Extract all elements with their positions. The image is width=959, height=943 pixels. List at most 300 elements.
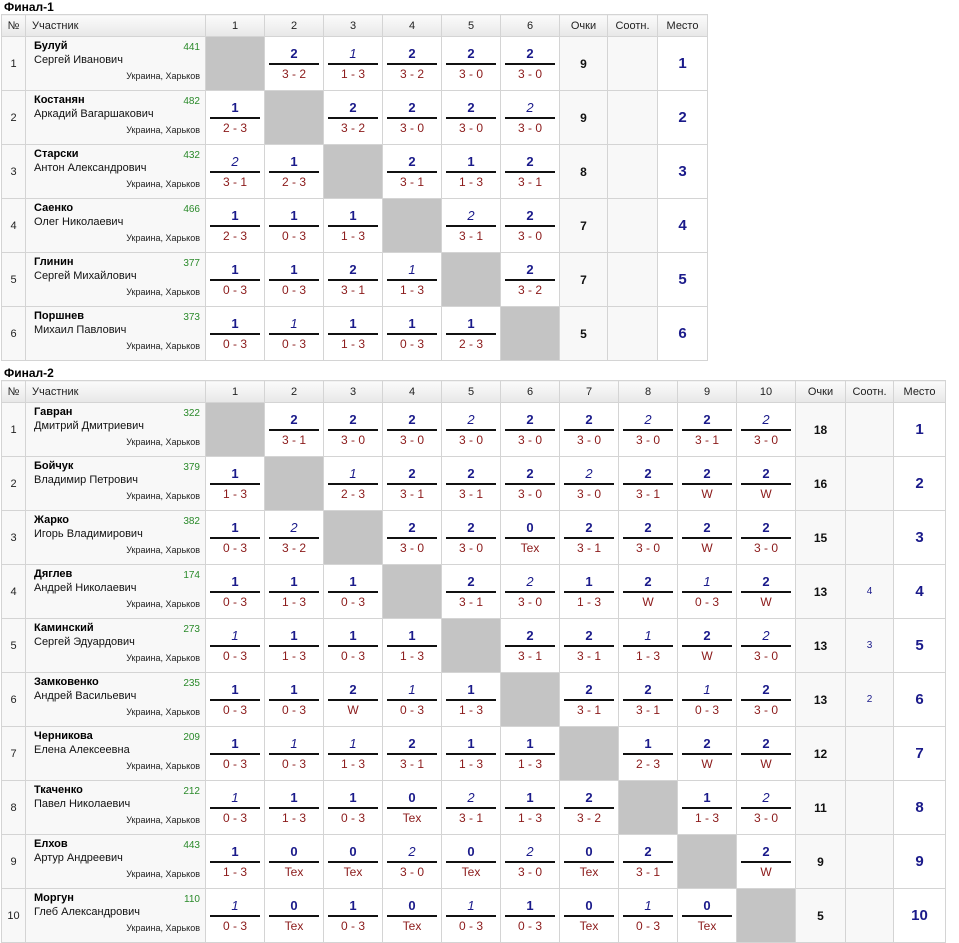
header-col-4: 4 [383, 15, 442, 37]
ratio-cell [846, 835, 894, 889]
score-divider [446, 807, 496, 809]
score-divider [741, 429, 791, 431]
game-sets: 2 - 3 [635, 756, 660, 771]
player-surname[interactable]: Саенко [34, 202, 74, 214]
diagonal-cell [560, 727, 619, 781]
player-cell[interactable] [26, 727, 206, 781]
player-rating: 482 [183, 96, 200, 107]
player-cell[interactable] [26, 457, 206, 511]
game-sets: Tex [579, 918, 599, 933]
game-score: 1 [290, 789, 298, 805]
game-score: 1 [231, 261, 239, 277]
game-score: 2 [644, 681, 652, 697]
player-surname[interactable]: Костанян [34, 94, 85, 106]
player-cell[interactable] [26, 673, 206, 727]
game-sets: 1 - 3 [222, 486, 247, 501]
player-city: Украина, Харьков [126, 761, 200, 771]
game-score: 2 [526, 45, 534, 61]
game-score: 2 [290, 519, 298, 535]
score-divider [210, 483, 260, 485]
game-score: 2 [585, 519, 593, 535]
game-score: 1 [467, 681, 475, 697]
player-cell[interactable] [26, 889, 206, 943]
game-sets: 1 - 3 [340, 756, 365, 771]
player-cell[interactable] [26, 91, 206, 145]
ratio-cell [608, 253, 658, 307]
score-divider [387, 645, 437, 647]
game-sets: 1 - 3 [281, 594, 306, 609]
game-sets: 3 - 2 [517, 282, 542, 297]
points-cell: 13 [796, 673, 846, 727]
place-cell: 3 [894, 511, 946, 565]
score-divider [269, 699, 319, 701]
game-sets: 0 - 3 [281, 282, 306, 297]
diagonal-cell [206, 403, 265, 457]
game-score: 1 [526, 789, 534, 805]
game-cell [265, 511, 324, 565]
final1-title: Финал-1 [4, 0, 54, 14]
game-score: 1 [703, 681, 711, 697]
score-divider [269, 915, 319, 917]
game-score: 2 [762, 519, 770, 535]
table-row [2, 727, 946, 781]
game-score: 2 [526, 261, 534, 277]
game-cell [501, 835, 560, 889]
game-sets: 0 - 3 [694, 594, 719, 609]
game-cell [265, 619, 324, 673]
score-divider [682, 537, 732, 539]
game-score: 1 [231, 573, 239, 589]
points-cell: 7 [560, 253, 608, 307]
diagonal-cell [442, 253, 501, 307]
score-divider [210, 537, 260, 539]
score-divider [741, 537, 791, 539]
game-score: 1 [644, 627, 652, 643]
score-divider [505, 117, 555, 119]
player-surname[interactable]: Глинин [34, 256, 74, 268]
game-sets: 3 - 0 [458, 432, 483, 447]
header-ratio: Соотн. [846, 381, 894, 403]
game-cell [383, 835, 442, 889]
player-name: Дмитрий Дмитриевич [34, 420, 144, 432]
game-sets: 1 - 3 [635, 648, 660, 663]
player-city: Украина, Харьков [126, 125, 200, 135]
score-divider [387, 483, 437, 485]
score-divider [446, 483, 496, 485]
score-divider [505, 645, 555, 647]
table-row [2, 781, 946, 835]
game-score: 2 [703, 735, 711, 751]
game-cell [737, 457, 796, 511]
game-sets: 3 - 0 [576, 432, 601, 447]
header-place: Место [894, 381, 946, 403]
game-cell [619, 457, 678, 511]
game-score: 2 [408, 735, 416, 751]
game-score: 0 [467, 843, 475, 859]
ratio-cell [608, 91, 658, 145]
header-col-2: 2 [265, 381, 324, 403]
score-divider [564, 807, 614, 809]
game-cell [678, 727, 737, 781]
points-cell: 7 [560, 199, 608, 253]
points-cell: 5 [560, 307, 608, 361]
game-cell [206, 307, 265, 361]
row-number: 1 [2, 403, 26, 457]
player-surname[interactable]: Поршнев [34, 310, 85, 322]
game-score: 1 [231, 735, 239, 751]
score-divider [210, 117, 260, 119]
game-score: 2 [467, 411, 475, 427]
game-score: 1 [231, 207, 239, 223]
table-row [2, 403, 946, 457]
ratio-cell [846, 511, 894, 565]
game-sets: 0 - 3 [399, 336, 424, 351]
player-surname[interactable]: Ткаченко [34, 784, 83, 796]
score-divider [269, 63, 319, 65]
score-divider [269, 537, 319, 539]
game-score: 1 [290, 207, 298, 223]
game-sets: 3 - 1 [517, 174, 542, 189]
game-sets: W [760, 864, 772, 879]
game-score: 0 [585, 897, 593, 913]
game-sets: 2 - 3 [340, 486, 365, 501]
score-divider [446, 429, 496, 431]
score-divider [269, 645, 319, 647]
game-cell [560, 565, 619, 619]
score-divider [505, 537, 555, 539]
game-score: 2 [703, 465, 711, 481]
game-cell [206, 457, 265, 511]
game-score: 1 [408, 627, 416, 643]
row-number: 6 [2, 307, 26, 361]
game-cell [383, 727, 442, 781]
score-divider [210, 591, 260, 593]
game-score: 1 [349, 315, 357, 331]
game-score: 2 [408, 843, 416, 859]
player-cell[interactable] [26, 403, 206, 457]
player-surname[interactable]: Моргун [34, 892, 74, 904]
game-score: 1 [349, 573, 357, 589]
game-score: 0 [408, 897, 416, 913]
score-divider [328, 117, 378, 119]
game-cell [265, 199, 324, 253]
game-sets: W [642, 594, 654, 609]
game-sets: 1 - 3 [517, 756, 542, 771]
player-cell[interactable] [26, 199, 206, 253]
game-cell [501, 199, 560, 253]
player-city: Украина, Харьков [126, 71, 200, 81]
score-divider [387, 861, 437, 863]
game-score: 0 [290, 897, 298, 913]
player-name: Елена Алексеевна [34, 744, 130, 756]
game-cell [560, 619, 619, 673]
player-name: Антон Александрович [34, 162, 147, 174]
game-score: 2 [349, 681, 357, 697]
player-surname[interactable]: Дяглев [34, 568, 73, 580]
game-sets: 3 - 0 [753, 702, 778, 717]
game-score: 0 [526, 519, 534, 535]
game-cell [206, 145, 265, 199]
score-divider [623, 861, 673, 863]
player-surname[interactable]: Каминский [34, 622, 94, 634]
game-score: 2 [762, 681, 770, 697]
player-city: Украина, Харьков [126, 179, 200, 189]
player-surname[interactable]: Жарко [34, 514, 69, 526]
score-divider [741, 591, 791, 593]
game-cell [383, 673, 442, 727]
header-place: Место [658, 15, 708, 37]
game-sets: 0 - 3 [222, 918, 247, 933]
player-cell[interactable] [26, 253, 206, 307]
game-sets: 0 - 3 [222, 540, 247, 555]
player-cell[interactable] [26, 781, 206, 835]
player-name: Андрей Васильевич [34, 690, 137, 702]
game-sets: 0 - 3 [517, 918, 542, 933]
score-divider [564, 861, 614, 863]
game-cell [206, 511, 265, 565]
header-row [2, 15, 708, 37]
game-sets: 3 - 0 [517, 120, 542, 135]
points-cell: 18 [796, 403, 846, 457]
ratio-cell [608, 145, 658, 199]
game-score: 2 [467, 519, 475, 535]
game-sets: W [701, 540, 713, 555]
player-cell[interactable] [26, 619, 206, 673]
header-col-5: 5 [442, 15, 501, 37]
game-cell [324, 565, 383, 619]
player-cell[interactable] [26, 145, 206, 199]
player-surname[interactable]: Замковенко [34, 676, 99, 688]
game-score: 2 [762, 843, 770, 859]
score-divider [682, 915, 732, 917]
game-sets: 0 - 3 [222, 594, 247, 609]
player-name: Павел Николаевич [34, 798, 131, 810]
ratio-cell [608, 307, 658, 361]
game-sets: 3 - 1 [399, 174, 424, 189]
header-num: № [2, 15, 26, 37]
header-col-10: 10 [737, 381, 796, 403]
player-surname[interactable]: Бойчук [34, 460, 74, 472]
game-cell [442, 145, 501, 199]
game-sets: 3 - 1 [399, 486, 424, 501]
game-cell [265, 403, 324, 457]
game-sets: W [347, 702, 359, 717]
player-cell[interactable] [26, 307, 206, 361]
score-divider [682, 807, 732, 809]
game-score: 2 [467, 789, 475, 805]
player-name: Сергей Эдуардович [34, 636, 135, 648]
player-surname[interactable]: Старски [34, 148, 79, 160]
game-sets: 1 - 3 [458, 756, 483, 771]
player-rating: 209 [183, 732, 200, 743]
score-divider [269, 333, 319, 335]
player-rating: 466 [183, 204, 200, 215]
player-surname[interactable]: Елхов [34, 838, 68, 850]
points-cell: 9 [560, 91, 608, 145]
score-divider [210, 915, 260, 917]
score-divider [328, 915, 378, 917]
player-surname[interactable]: Гавран [34, 406, 73, 418]
table-row [2, 565, 946, 619]
points-cell: 11 [796, 781, 846, 835]
game-score: 1 [349, 897, 357, 913]
game-score: 1 [349, 465, 357, 481]
game-score: 1 [290, 735, 298, 751]
diagonal-cell [383, 565, 442, 619]
game-cell [383, 511, 442, 565]
ratio-cell [608, 37, 658, 91]
game-sets: 3 - 2 [281, 540, 306, 555]
score-divider [446, 225, 496, 227]
game-score: 2 [526, 99, 534, 115]
player-city: Украина, Харьков [126, 707, 200, 717]
header-col-6: 6 [501, 15, 560, 37]
game-score: 0 [349, 843, 357, 859]
game-cell [324, 781, 383, 835]
score-divider [505, 63, 555, 65]
game-score: 2 [644, 843, 652, 859]
game-sets: 2 - 3 [281, 174, 306, 189]
game-score: 1 [467, 897, 475, 913]
game-cell [678, 619, 737, 673]
game-cell [383, 91, 442, 145]
player-cell[interactable] [26, 37, 206, 91]
score-divider [387, 117, 437, 119]
game-score: 1 [703, 789, 711, 805]
score-divider [505, 915, 555, 917]
score-divider [387, 279, 437, 281]
score-divider [623, 753, 673, 755]
game-score: 1 [526, 735, 534, 751]
game-sets: 3 - 1 [576, 648, 601, 663]
game-score: 1 [408, 261, 416, 277]
score-divider [328, 483, 378, 485]
score-divider [505, 279, 555, 281]
score-divider [328, 429, 378, 431]
game-cell [619, 835, 678, 889]
header-ratio: Соотн. [608, 15, 658, 37]
game-sets: 0 - 3 [222, 810, 247, 825]
game-cell [619, 727, 678, 781]
row-number: 3 [2, 145, 26, 199]
score-divider [505, 861, 555, 863]
score-divider [446, 915, 496, 917]
game-sets: 3 - 0 [517, 864, 542, 879]
game-score: 1 [526, 897, 534, 913]
game-score: 2 [290, 45, 298, 61]
game-sets: 0 - 3 [340, 648, 365, 663]
game-sets: 3 - 1 [635, 486, 660, 501]
game-cell [442, 457, 501, 511]
score-divider [387, 537, 437, 539]
game-score: 1 [644, 897, 652, 913]
game-score: 2 [644, 465, 652, 481]
game-cell [383, 619, 442, 673]
game-sets: 3 - 0 [753, 810, 778, 825]
score-divider [269, 807, 319, 809]
game-sets: 3 - 0 [399, 432, 424, 447]
player-rating: 377 [183, 258, 200, 269]
game-sets: 3 - 0 [458, 66, 483, 81]
player-name: Андрей Николаевич [34, 582, 137, 594]
game-cell [206, 253, 265, 307]
score-divider [623, 537, 673, 539]
game-cell [678, 889, 737, 943]
place-cell: 6 [658, 307, 708, 361]
game-cell [265, 781, 324, 835]
game-score: 1 [349, 627, 357, 643]
game-cell [383, 37, 442, 91]
final2-title: Финал-2 [4, 366, 54, 380]
game-cell [501, 781, 560, 835]
game-cell [324, 403, 383, 457]
game-sets: 3 - 0 [517, 486, 542, 501]
player-city: Украина, Харьков [126, 815, 200, 825]
game-score: 2 [408, 45, 416, 61]
table-row [2, 199, 708, 253]
score-divider [682, 699, 732, 701]
game-sets: 0 - 3 [222, 648, 247, 663]
game-sets: 0 - 3 [222, 702, 247, 717]
header-col-1: 1 [206, 15, 265, 37]
header-col-3: 3 [324, 15, 383, 37]
score-divider [623, 483, 673, 485]
game-cell [324, 619, 383, 673]
game-cell [206, 199, 265, 253]
game-sets: 3 - 0 [635, 432, 660, 447]
game-sets: 0 - 3 [281, 756, 306, 771]
game-cell [324, 727, 383, 781]
player-cell[interactable] [26, 511, 206, 565]
game-sets: 3 - 0 [517, 66, 542, 81]
game-sets: 3 - 2 [399, 66, 424, 81]
points-cell: 9 [796, 835, 846, 889]
score-divider [682, 753, 732, 755]
game-sets: 3 - 0 [517, 594, 542, 609]
player-surname[interactable]: Черникова [34, 730, 93, 742]
game-cell [560, 781, 619, 835]
game-cell [560, 889, 619, 943]
game-cell [619, 565, 678, 619]
player-surname[interactable]: Булуй [34, 40, 68, 52]
player-rating: 441 [183, 42, 200, 53]
game-cell [442, 565, 501, 619]
game-cell [678, 403, 737, 457]
game-cell [206, 91, 265, 145]
game-cell [442, 727, 501, 781]
ratio-cell [846, 781, 894, 835]
score-divider [328, 861, 378, 863]
game-sets: 0 - 3 [340, 810, 365, 825]
diagonal-cell [324, 145, 383, 199]
score-divider [328, 63, 378, 65]
game-sets: 3 - 2 [281, 66, 306, 81]
game-cell [737, 511, 796, 565]
game-cell [265, 253, 324, 307]
game-score: 1 [231, 465, 239, 481]
score-divider [446, 63, 496, 65]
game-cell [678, 457, 737, 511]
game-score: 2 [408, 99, 416, 115]
game-score: 1 [349, 735, 357, 751]
player-cell[interactable] [26, 835, 206, 889]
game-score: 2 [526, 573, 534, 589]
game-sets: 3 - 0 [635, 540, 660, 555]
game-cell [265, 673, 324, 727]
row-number: 4 [2, 565, 26, 619]
player-cell[interactable] [26, 565, 206, 619]
score-divider [741, 861, 791, 863]
